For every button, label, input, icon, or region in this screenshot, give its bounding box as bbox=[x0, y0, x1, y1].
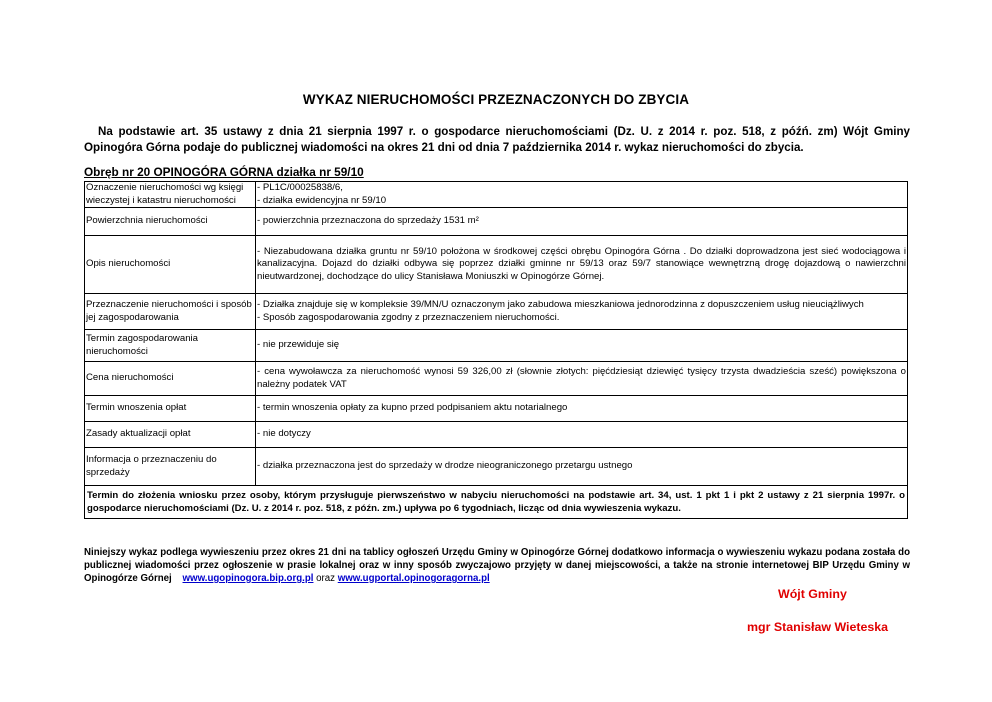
row-label: Oznaczenie nieruchomości wg księgi wieczystej i katastru nieruchomości bbox=[85, 182, 256, 208]
table-row bbox=[85, 362, 908, 396]
row-value: - nie przewiduje się bbox=[256, 330, 908, 362]
row-label: Powierzchnia nieruchomości bbox=[85, 208, 256, 236]
row-value: - Działka znajduje się w kompleksie 39/MN/U oznaczonym jako zabudowa mieszkaniowa jednorodzinna z dopuszczeniem usług nieuciążliwych - Sposób zagospodarowania zgodny z przeznaczeniem nieruchomości. bbox=[256, 294, 908, 330]
portal-link[interactable]: www.ugportal.opinogoragorna.pl bbox=[337, 573, 490, 584]
row-label: Cena nieruchomości bbox=[85, 362, 256, 396]
parcel-subtitle: Obręb nr 20 OPINOGÓRA GÓRNA działka nr 59/10 bbox=[84, 165, 364, 179]
table-row bbox=[85, 422, 908, 448]
publication-notice bbox=[84, 546, 910, 585]
table-note-row bbox=[85, 486, 908, 519]
table-row bbox=[85, 330, 908, 362]
notice-text: Niniejszy wykaz podlega wywieszeniu przez okres 21 dni na tablicy ogłoszeń Urzędu Gminy w Opinogórze Górnej dodatkowo informacja o wywieszeniu wykazu podana została do publicznej wiadomości przez ogłoszenie w prasie lokalnej oraz w inny sposób zwyczajowo przyjęty w danej miejscowości, a także na stronie internetowej BIP Urzędu Gminy w Opinogórze Górnej bbox=[84, 547, 910, 584]
table-row bbox=[85, 396, 908, 422]
intro-paragraph: Na podstawie art. 35 ustawy z dnia 21 sierpnia 1997 r. o gospodarce nieruchomościami (Dz. U. z 2014 r. poz. 518, z późń. zm) Wójt Gminy Opinogóra Górna podaje do publicznej wiadomości na okres 21 dni od dnia 7 października 2014 r. wykaz nieruchomości do zbycia. bbox=[84, 125, 910, 154]
table-row bbox=[85, 182, 908, 208]
row-value: - cena wywoławcza za nieruchomość wynosi 59 326,00 zł (słownie złotych: pięćdziesiąt dziewięć tysięcy trzysta dwadzieścia sześć) powiększona o należny podatek VAT bbox=[256, 362, 908, 396]
document-title: WYKAZ NIERUCHOMOŚCI PRZEZNACZONYCH DO ZBYCIA bbox=[302, 92, 690, 107]
row-value: - PL1C/00025838/6, - działka ewidencyjna nr 59/10 bbox=[256, 182, 908, 208]
table-row bbox=[85, 236, 908, 294]
bip-link[interactable]: www.ugopinogora.bip.org.pl bbox=[182, 573, 314, 584]
property-table bbox=[84, 181, 908, 519]
notice-conjunction: oraz bbox=[316, 573, 336, 584]
table-row bbox=[85, 208, 908, 236]
row-label: Zasady aktualizacji opłat bbox=[85, 422, 256, 448]
row-label: Opis nieruchomości bbox=[85, 236, 256, 294]
row-value: - powierzchnia przeznaczona do sprzedaży 1531 m² bbox=[256, 208, 908, 236]
table-row bbox=[85, 294, 908, 330]
row-value: - Niezabudowana działka gruntu nr 59/10 położona w środkowej części obrębu Opinogóra Górna . Do działki doprowadzona jest sieć wodociągowa i kanalizacyjna. Dojazd do działki odbywa się poprzez działki gminne nr 59/13 oraz 59/7 stanowiące wewnętrzną drogę dojazdową o nawierzchni nieutwardzonej, dochodzące do ulicy Stanisława Moniuszki w Opinogórze Górnej. bbox=[256, 236, 908, 294]
row-label: Przeznaczenie nieruchomości i sposób jej zagospodarowania bbox=[85, 294, 256, 330]
signature-role: Wójt Gminy bbox=[778, 587, 847, 601]
pre-emption-note: Termin do złożenia wniosku przez osoby, którym przysługuje pierwszeństwo w nabyciu nieruchomości na podstawie art. 34, ust. 1 pkt 1 i pkt 2 ustawy z 21 sierpnia 1997r. o gospodarce nieruchomościami (Dz. U. z 2014 r. poz. 518, z późn. zm.) upływa po 6 tygodniach, licząc od dnia wywieszenia wykazu. bbox=[85, 486, 908, 519]
signature-name: mgr Stanisław Wieteska bbox=[747, 620, 889, 634]
row-label: Termin zagospodarowania nieruchomości bbox=[85, 330, 256, 362]
row-label: Informacja o przeznaczeniu do sprzedaży bbox=[85, 448, 256, 486]
table-row bbox=[85, 448, 908, 486]
row-value: - działka przeznaczona jest do sprzedaży w drodze nieograniczonego przetargu ustnego bbox=[256, 448, 908, 486]
row-label: Termin wnoszenia opłat bbox=[85, 396, 256, 422]
row-value: - termin wnoszenia opłaty za kupno przed podpisaniem aktu notarialnego bbox=[256, 396, 908, 422]
row-value: - nie dotyczy bbox=[256, 422, 908, 448]
